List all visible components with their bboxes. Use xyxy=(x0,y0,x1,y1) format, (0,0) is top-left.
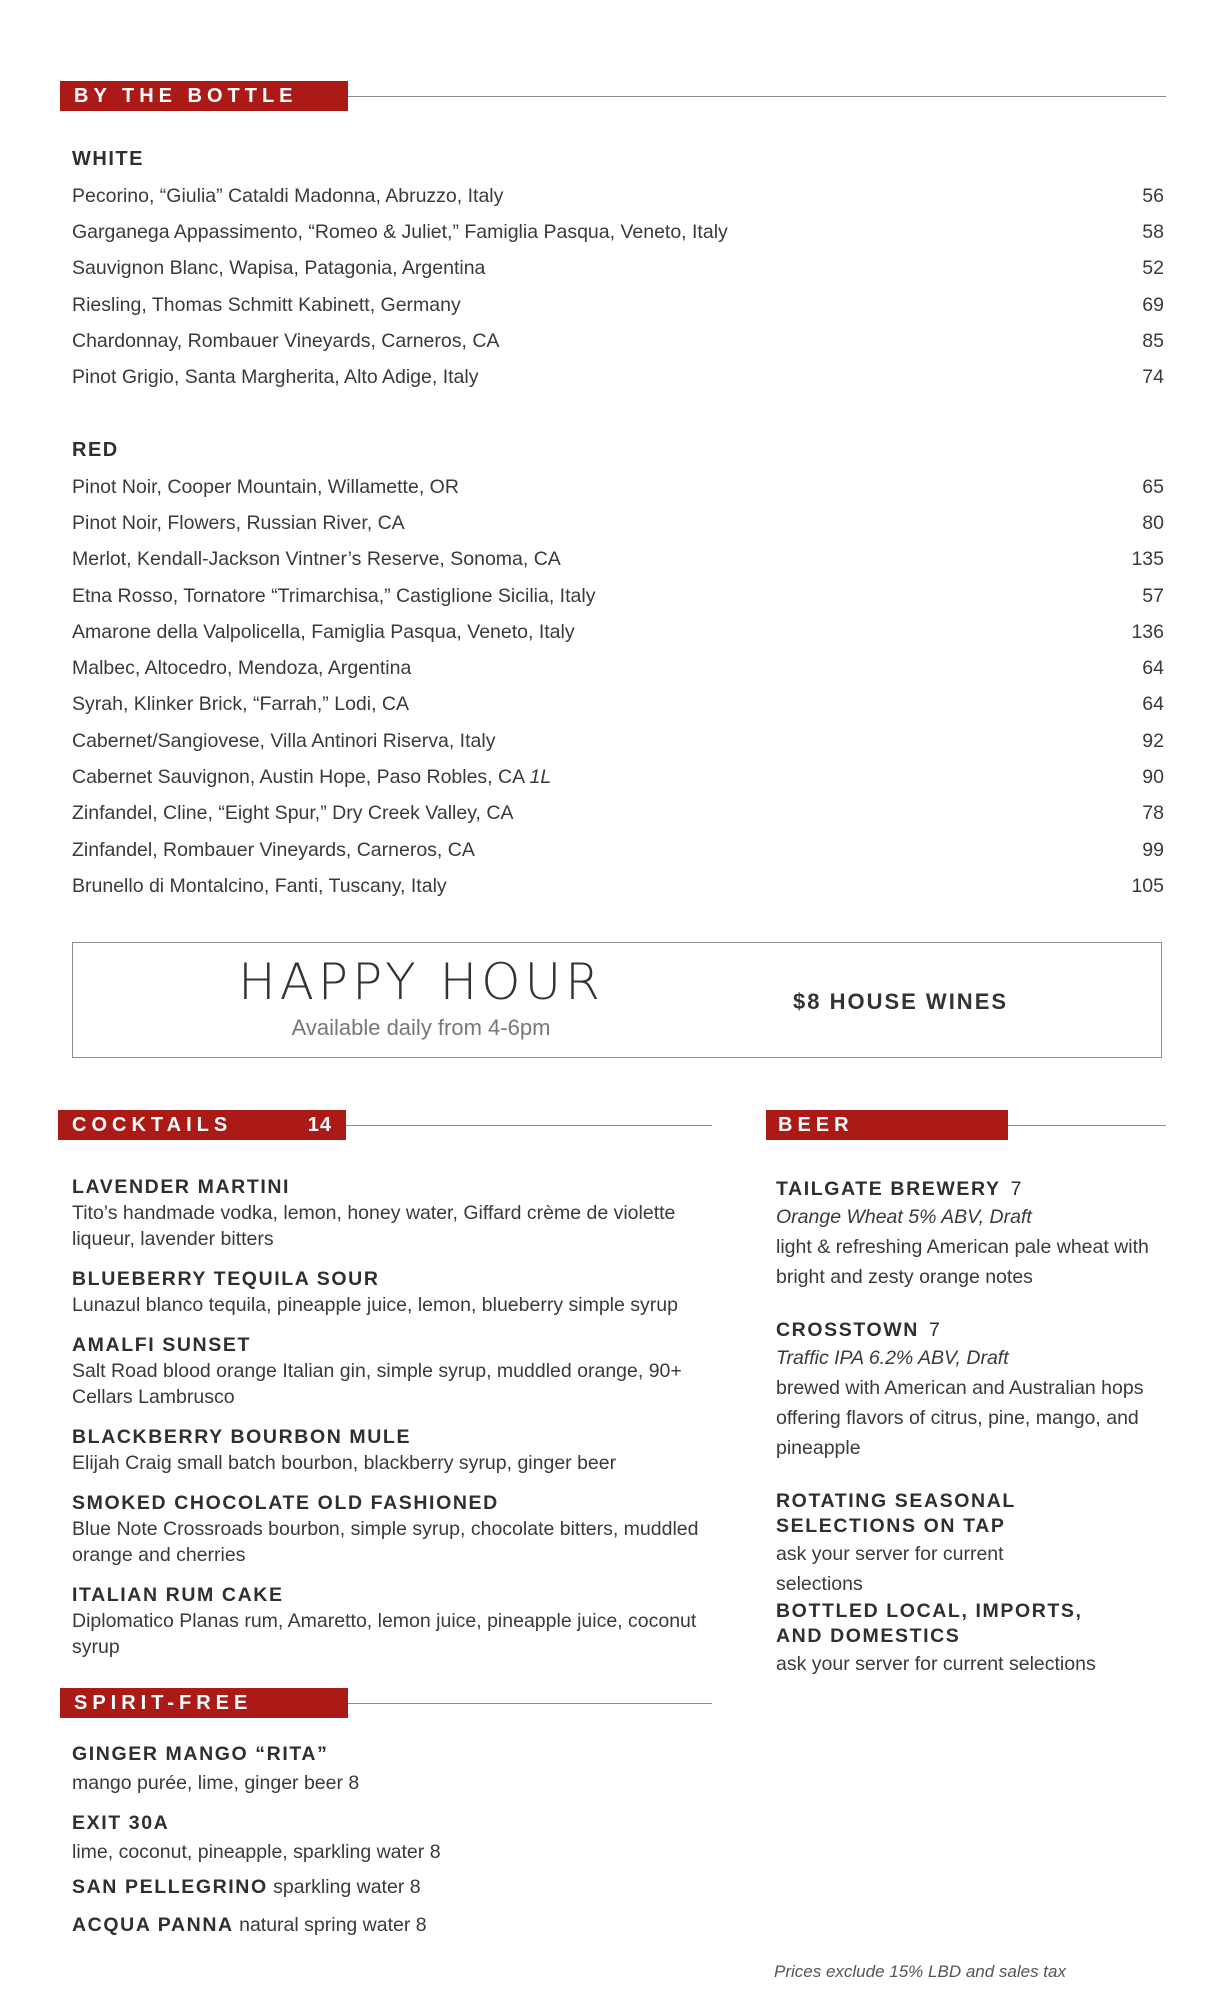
wine-name-cell xyxy=(72,766,551,789)
wine-name: Etna Rosso, Tornatore “Trimarchisa,” Castiglione Sicilia, Italy xyxy=(72,584,596,607)
wine-row xyxy=(72,687,1164,723)
spirit-free-item xyxy=(72,1914,427,1937)
beer-desc: ask your server for current selections xyxy=(776,1543,1004,1595)
beer-desc: brewed with American and Australian hops offering flavors of citrus, pine, mango, and pineapple xyxy=(776,1377,1144,1459)
cocktails-label xyxy=(58,1110,346,1140)
beer-style: Traffic IPA 6.2% ABV, Draft xyxy=(776,1347,1009,1369)
wine-row xyxy=(72,868,1164,904)
happy-hour-subtitle: Available daily from 4-6pm xyxy=(291,1015,551,1040)
cocktail-item xyxy=(72,1491,732,1568)
wine-name-cell xyxy=(72,875,447,898)
cocktail-desc: Diplomatico Planas rum, Amaretto, lemon juice, pineapple juice, coconut syrup xyxy=(72,1610,697,1658)
drink-name: SAN PELLEGRINO xyxy=(72,1876,268,1898)
wine-name-cell xyxy=(72,548,561,571)
cocktail-name: ITALIAN RUM CAKE xyxy=(72,1584,284,1606)
banner-rule xyxy=(346,1125,712,1126)
wine-price: 92 xyxy=(1142,729,1164,752)
wine-row xyxy=(72,323,1164,359)
cocktail-name: AMALFI SUNSET xyxy=(72,1334,251,1356)
wine-price: 52 xyxy=(1142,257,1164,280)
wine-price: 90 xyxy=(1142,766,1164,789)
wine-row xyxy=(72,650,1164,686)
beer-price: 7 xyxy=(928,1319,940,1341)
wine-name-cell xyxy=(72,330,499,353)
happy-hour-box xyxy=(72,942,1162,1058)
wine-name: Zinfandel, Rombauer Vineyards, Carneros, CA xyxy=(72,838,475,861)
wine-price: 105 xyxy=(1131,874,1164,897)
wine-name: Cabernet/Sangiovese, Villa Antinori Riserva, Italy xyxy=(72,729,496,752)
wine-name-cell xyxy=(72,366,478,389)
spirit-free-item xyxy=(72,1876,421,1899)
wine-size: 1L xyxy=(529,766,552,789)
beer-price: 7 xyxy=(1010,1178,1022,1200)
price-footnote: Prices exclude 15% LBD and sales tax xyxy=(774,1962,1066,1981)
cocktail-item xyxy=(72,1425,732,1476)
wine-name-cell xyxy=(72,185,503,208)
wine-name-cell xyxy=(72,512,405,535)
wine-price: 64 xyxy=(1142,657,1164,680)
wine-name-cell xyxy=(72,257,485,280)
wine-row xyxy=(72,542,1164,578)
wine-name-cell xyxy=(72,294,461,317)
wine-price: 57 xyxy=(1142,584,1164,607)
cocktail-name: SMOKED CHOCOLATE OLD FASHIONED xyxy=(72,1492,499,1514)
wine-row xyxy=(72,287,1164,323)
wine-row xyxy=(72,759,1164,795)
spirit-free-item xyxy=(72,1742,732,1796)
wine-name-cell xyxy=(72,476,459,499)
beer-banner xyxy=(766,1110,1166,1140)
wine-name-cell xyxy=(72,730,495,753)
wine-name: Merlot, Kendall-Jackson Vintner’s Reserve, Sonoma, CA xyxy=(72,548,561,571)
wine-price: 85 xyxy=(1142,329,1164,352)
cocktails-price: 14 xyxy=(307,1113,332,1136)
wine-price: 56 xyxy=(1142,184,1164,207)
wine-name-cell xyxy=(72,839,475,862)
wine-row xyxy=(72,178,1164,214)
beer-name: CROSSTOWN xyxy=(776,1319,919,1341)
wine-name: Chardonnay, Rombauer Vineyards, Carneros, CA xyxy=(72,329,500,352)
beer-desc: light & refreshing American pale wheat with bright and zesty orange notes xyxy=(776,1236,1149,1288)
wine-name: Malbec, Altocedro, Mendoza, Argentina xyxy=(72,657,412,680)
wine-price: 64 xyxy=(1142,693,1164,716)
wine-price: 74 xyxy=(1142,366,1164,389)
cocktail-desc: Lunazul blanco tequila, pineapple juice, lemon, blueberry simple syrup xyxy=(72,1294,678,1316)
cocktails-title: COCKTAILS xyxy=(72,1113,233,1136)
spirit-free-label: SPIRIT-FREE xyxy=(60,1688,348,1718)
wine-name: Pecorino, “Giulia” Cataldi Madonna, Abruzzo, Italy xyxy=(72,184,504,207)
drink-name: GINGER MANGO “RITA” xyxy=(72,1743,329,1765)
drink-desc: natural spring water 8 xyxy=(239,1914,427,1936)
banner-rule xyxy=(348,1703,712,1704)
cocktail-desc: Blue Note Crossroads bourbon, simple syrup, chocolate bitters, muddled orange and cherries xyxy=(72,1518,699,1566)
banner-rule xyxy=(348,96,1166,97)
cocktails-banner xyxy=(58,1110,712,1140)
wine-row xyxy=(72,614,1164,650)
wine-name-cell xyxy=(72,585,595,608)
wine-price: 136 xyxy=(1131,620,1164,643)
wine-row xyxy=(72,251,1164,287)
wine-price: 78 xyxy=(1142,802,1164,825)
cocktail-desc: Elijah Craig small batch bourbon, blackberry syrup, ginger beer xyxy=(72,1452,617,1474)
red-heading: RED xyxy=(72,439,119,461)
red-wine-list xyxy=(72,469,1164,905)
beer-item xyxy=(776,1599,1096,1679)
wine-price: 65 xyxy=(1142,475,1164,498)
beer-name: TAILGATE BREWERY xyxy=(776,1178,1001,1200)
cocktail-item xyxy=(72,1175,732,1252)
cocktail-item xyxy=(72,1583,732,1660)
wine-name-cell xyxy=(72,621,575,644)
wine-name: Zinfandel, Cline, “Eight Spur,” Dry Creek Valley, CA xyxy=(72,802,514,825)
cocktail-desc: Salt Road blood orange Italian gin, simple syrup, muddled orange, 90+ Cellars Lambrusco xyxy=(72,1360,682,1408)
banner-rule xyxy=(1008,1125,1166,1126)
white-heading: WHITE xyxy=(72,148,144,170)
beer-name: ROTATING SEASONAL SELECTIONS ON TAP xyxy=(776,1490,1016,1537)
wine-row xyxy=(72,359,1164,395)
wine-row xyxy=(72,832,1164,868)
wine-row xyxy=(72,578,1164,614)
cocktail-item xyxy=(72,1333,732,1410)
beer-item xyxy=(776,1489,1076,1599)
cocktail-name: BLUEBERRY TEQUILA SOUR xyxy=(72,1268,380,1290)
wine-name: Pinot Noir, Cooper Mountain, Willamette, OR xyxy=(72,475,459,498)
cocktail-desc: Tito’s handmade vodka, lemon, honey water, Giffard crème de violette liqueur, lavender bitters xyxy=(72,1202,676,1250)
wine-row xyxy=(72,469,1164,505)
wine-row xyxy=(72,723,1164,759)
beer-desc: ask your server for current selections xyxy=(776,1653,1096,1675)
wine-name-cell xyxy=(72,693,409,716)
spirit-free-item xyxy=(72,1811,732,1865)
drink-desc: sparkling water 8 xyxy=(273,1876,421,1898)
wine-price: 58 xyxy=(1142,220,1164,243)
cocktail-name: BLACKBERRY BOURBON MULE xyxy=(72,1426,412,1448)
wine-row xyxy=(72,505,1164,541)
beer-name-line xyxy=(776,1177,1166,1202)
beer-item xyxy=(776,1177,1166,1292)
beer-style: Orange Wheat 5% ABV, Draft xyxy=(776,1206,1032,1228)
beer-name: BOTTLED LOCAL, IMPORTS, AND DOMESTICS xyxy=(776,1600,1083,1647)
wine-price: 80 xyxy=(1142,511,1164,534)
drink-name: EXIT 30A xyxy=(72,1812,170,1834)
wine-row xyxy=(72,796,1164,832)
wine-name-cell xyxy=(72,802,513,825)
wine-name: Amarone della Valpolicella, Famiglia Pasqua, Veneto, Italy xyxy=(72,620,575,643)
wine-name: Garganega Appassimento, “Romeo & Juliet,” Famiglia Pasqua, Veneto, Italy xyxy=(72,220,728,243)
wine-row xyxy=(72,214,1164,250)
house-wines-offer: $8 HOUSE WINES xyxy=(793,989,1009,1014)
wine-name: Sauvignon Blanc, Wapisa, Patagonia, Argentina xyxy=(72,257,486,280)
wine-name: Syrah, Klinker Brick, “Farrah,” Lodi, CA xyxy=(72,693,410,716)
spirit-free-banner xyxy=(60,1688,712,1718)
drink-name: ACQUA PANNA xyxy=(72,1914,234,1936)
wine-name: Pinot Grigio, Santa Margherita, Alto Adige, Italy xyxy=(72,366,479,389)
white-wine-list xyxy=(72,178,1164,396)
happy-hour-title: HAPPY HOUR xyxy=(238,953,604,1011)
wine-name: Riesling, Thomas Schmitt Kabinett, Germany xyxy=(72,293,461,316)
cocktail-item xyxy=(72,1267,732,1318)
drink-desc: mango purée, lime, ginger beer 8 xyxy=(72,1772,360,1794)
by-the-bottle-label: BY THE BOTTLE xyxy=(60,81,348,111)
cocktail-name: LAVENDER MARTINI xyxy=(72,1176,291,1198)
beer-label: BEER xyxy=(766,1110,1008,1140)
wine-name: Brunello di Montalcino, Fanti, Tuscany, Italy xyxy=(72,874,447,897)
wine-name-cell xyxy=(72,657,411,680)
drink-desc: lime, coconut, pineapple, sparkling water 8 xyxy=(72,1841,441,1863)
wine-price: 135 xyxy=(1131,548,1164,571)
beer-item xyxy=(776,1318,1166,1463)
wine-name: Pinot Noir, Flowers, Russian River, CA xyxy=(72,511,405,534)
wine-name-cell xyxy=(72,221,728,244)
by-the-bottle-banner xyxy=(60,81,1166,111)
beer-name-line xyxy=(776,1318,1166,1343)
wine-price: 99 xyxy=(1142,838,1164,861)
wine-name: Cabernet Sauvignon, Austin Hope, Paso Robles, CA xyxy=(72,766,525,789)
wine-price: 69 xyxy=(1142,293,1164,316)
